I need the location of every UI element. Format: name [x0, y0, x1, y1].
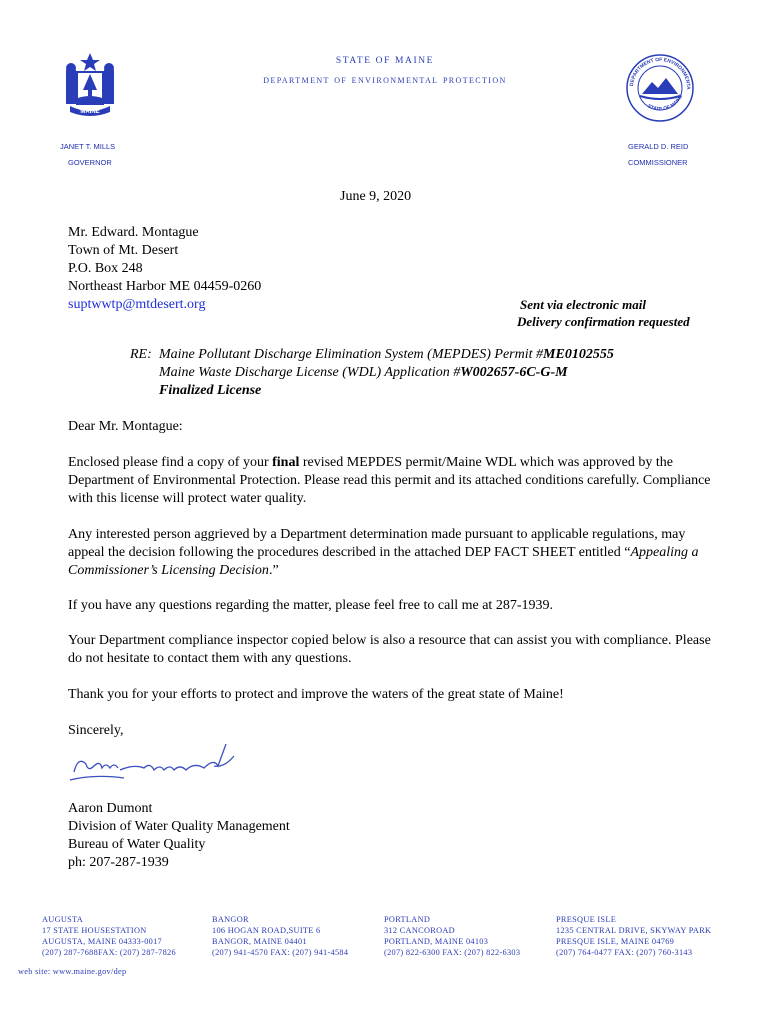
paragraph-2	[68, 526, 718, 580]
office-address-1: 312 CANCOROAD	[384, 926, 455, 935]
dep-seal-top-text: DEPARTMENT OF ENVIRONMENTA	[629, 56, 692, 90]
footer-office-portland	[384, 914, 520, 958]
delivery-line-2: Delivery confirmation requested	[517, 314, 690, 329]
p1-text-a: Enclosed please find a copy of your	[68, 455, 273, 470]
p2-text-a: Any interested person aggrieved by a Department determination made pursuant to applicable regulations, may appeal the decision following the procedures described in the attached DEP FACT SHEET entitled “	[68, 527, 686, 560]
signer-phone: ph: 207-287-1939	[68, 855, 169, 870]
footer-office-augusta	[42, 914, 176, 958]
office-city: PRESQUE ISLE	[556, 915, 617, 924]
office-address-2: AUGUSTA, MAINE 04333-0017	[42, 937, 162, 946]
paragraph-1	[68, 454, 718, 508]
dep-seal	[624, 52, 696, 124]
closing: Sincerely,	[68, 723, 124, 738]
department-name: department of environmental protection	[263, 72, 507, 86]
office-city: AUGUSTA	[42, 915, 84, 924]
recipient-email-link[interactable]: suptwwtp@mtdesert.org	[68, 297, 206, 312]
recipient-city: Northeast Harbor ME 04459-0260	[68, 279, 262, 294]
office-address-2: BANGOR, MAINE 04401	[212, 937, 307, 946]
recipient-box: P.O. Box 248	[68, 261, 143, 276]
re-permit-id: ME0102555	[543, 347, 614, 362]
office-phone: (207) 941-4570 FAX: (207) 941-4584	[212, 948, 349, 957]
signer-bureau: Bureau of Water Quality	[68, 837, 206, 852]
re-application-id: W002657-6C-G-M	[460, 365, 568, 380]
office-phone: (207) 764-0477 FAX: (207) 760-3143	[556, 948, 693, 957]
office-address-1: 17 STATE HOUSESTATION	[42, 926, 147, 935]
p2-italic: Appealing a Commissioner’s Licensing Decision	[68, 545, 699, 578]
office-address-1: 106 HOGAN ROAD,SUITE 6	[212, 926, 321, 935]
re-line3: Finalized License	[159, 383, 262, 398]
signature	[64, 738, 240, 791]
dep-seal-bottom-text: STATE OF MAINE	[646, 93, 685, 113]
recipient-name: Mr. Edward. Montague	[68, 225, 199, 240]
signer-block	[68, 800, 290, 872]
paragraph-5: Thank you for your efforts to protect and improve the waters of the great state of Maine!	[68, 687, 564, 702]
svg-text:DEPARTMENT OF ENVIRONMENTAL PR	[624, 52, 691, 90]
paragraph-4: Your Department compliance inspector copied below is also a resource that can assist you with compliance. Please do not hesitate to contact them with any questions.	[68, 633, 711, 666]
recipient-org: Town of Mt. Desert	[68, 243, 179, 258]
office-city: PORTLAND	[384, 915, 431, 924]
office-address-2: PORTLAND, MAINE 04103	[384, 937, 489, 946]
re-label: RE:	[130, 347, 152, 362]
footer-office-presque-isle	[556, 914, 711, 958]
office-city: BANGOR	[212, 915, 249, 924]
p2-text-b: .”	[268, 563, 279, 578]
delivery-line-1: Sent via electronic mail	[520, 297, 647, 312]
letter-date: June 9, 2020	[340, 189, 412, 204]
office-phone: (207) 287-7688FAX: (207) 287-7826	[42, 948, 176, 957]
commissioner-title: COMMISSIONER	[628, 158, 688, 167]
signer-division: Division of Water Quality Management	[68, 819, 290, 834]
signer-name: Aaron Dumont	[68, 801, 153, 816]
svg-text:STATE OF MAINE	[646, 93, 684, 112]
p1-bold: final	[272, 455, 300, 470]
state-heading: STATE OF MAINE	[335, 56, 435, 66]
re-line2-prefix: Maine Waste Discharge License (WDL) Application #	[159, 365, 461, 380]
footer-office-bangor	[212, 914, 348, 958]
re-block	[159, 346, 614, 400]
office-address-2: PRESQUE ISLE, MAINE 04769	[556, 937, 675, 946]
office-address-1: 1235 CENTRAL DRIVE, SKYWAY PARK	[556, 926, 712, 935]
office-phone: (207) 822-6300 FAX: (207) 822-6303	[384, 948, 521, 957]
p1-text-b: revised MEPDES permit/Maine WDL which was approved by the Department of Environmental Protection. Please read this permit and its attached conditions carefully. Compliance with this license will protect water quality.	[68, 455, 711, 506]
salutation: Dear Mr. Montague:	[68, 419, 183, 434]
footer-website-link[interactable]: web site: www.maine.gov/dep	[18, 967, 127, 976]
seal-banner-text: MAINE	[80, 109, 100, 115]
paragraph-3: If you have any questions regarding the matter, please feel free to call me at 287-1939.	[68, 598, 553, 613]
re-line1-prefix: Maine Pollutant Discharge Elimination System (MEPDES) Permit #	[159, 347, 544, 362]
governor-title: GOVERNOR	[68, 158, 112, 167]
governor-name: JANET T. MILLS	[60, 142, 116, 151]
commissioner-name: GERALD D. REID	[628, 142, 689, 151]
recipient-address	[68, 224, 261, 314]
